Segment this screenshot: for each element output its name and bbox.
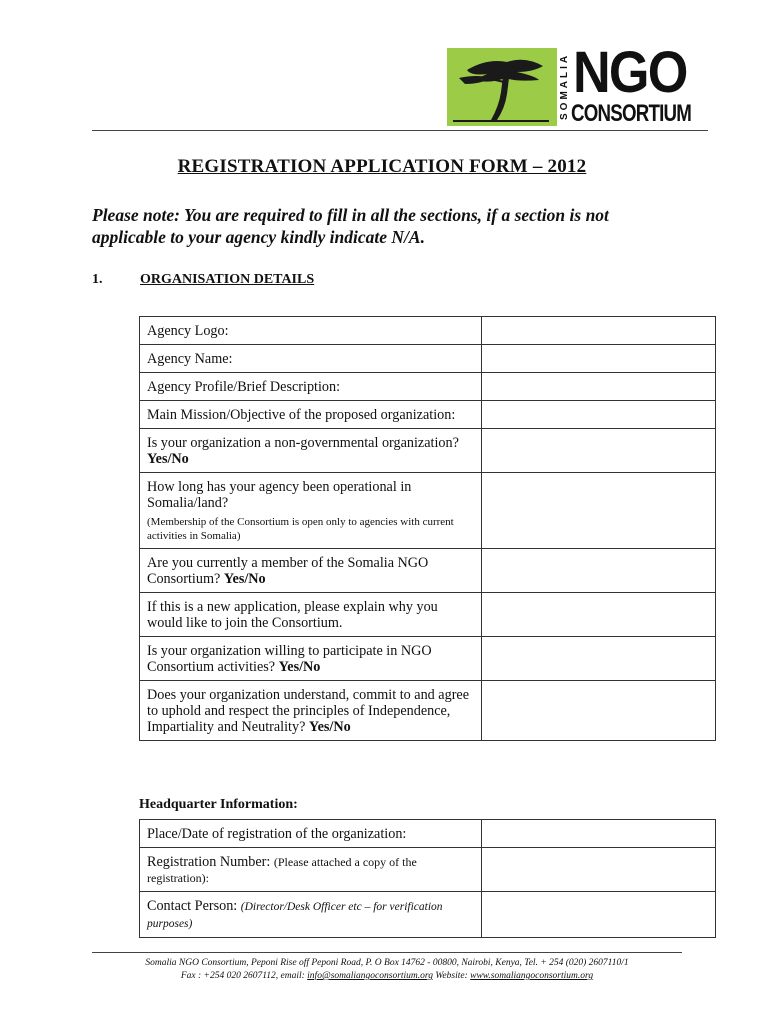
instructions-note: Please note: You are required to fill in all the sections, if a section is not applicable to your agency kindly indicate N/A. <box>92 205 609 247</box>
table-row <box>140 429 716 473</box>
footer-website-link[interactable]: www.somaliangoconsortium.org <box>470 971 594 981</box>
answer-cell-current-member[interactable] <box>482 549 716 593</box>
field-label-ngo-status: Is your organization a non-governmental organization? Yes/No <box>140 429 482 473</box>
field-label-agency-name: Agency Name: <box>140 345 482 373</box>
answer-cell-agency-profile[interactable] <box>482 373 716 401</box>
field-label-registration-number: Registration Number: (Please attached a copy of the registration): <box>140 848 482 892</box>
logo-ngo-text: NGO <box>573 40 687 105</box>
footer-divider <box>92 952 682 953</box>
field-label-principles: Does your organization understand, commit to and agree to uphold and respect the principles of Independence, Impartiality and Neutrality? Yes/No <box>140 681 482 741</box>
answer-cell-principles[interactable] <box>482 681 716 741</box>
field-label-current-member: Are you currently a member of the Somalia NGO Consortium? Yes/No <box>140 549 482 593</box>
field-label-contact-person: Contact Person: (Director/Desk Officer etc – for verification purposes) <box>140 892 482 938</box>
answer-cell-participation[interactable] <box>482 637 716 681</box>
field-label-participation: Is your organization willing to participate in NGO Consortium activities? Yes/No <box>140 637 482 681</box>
section-number: 1. <box>92 272 103 287</box>
table-row <box>140 681 716 741</box>
acacia-tree-icon <box>447 48 557 126</box>
table-row <box>140 317 716 345</box>
table-row <box>140 637 716 681</box>
logo-somalia-text: SOMALIA <box>559 52 570 120</box>
page-title: REGISTRATION APPLICATION FORM – 2012 <box>177 156 587 177</box>
answer-cell-operational-duration[interactable] <box>482 473 716 549</box>
field-label-main-mission: Main Mission/Objective of the proposed organization: <box>140 401 482 429</box>
answer-cell-registration-place-date[interactable] <box>482 820 716 848</box>
logo-consortium-text: CONSORTIUM <box>571 100 692 127</box>
answer-cell-agency-logo[interactable] <box>482 317 716 345</box>
field-label-agency-profile: Agency Profile/Brief Description: <box>140 373 482 401</box>
header-divider <box>92 130 708 131</box>
answer-cell-registration-number[interactable] <box>482 848 716 892</box>
headquarter-table <box>139 819 716 938</box>
field-label-join-reason: If this is a new application, please explain why you would like to join the Consortium. <box>140 593 482 637</box>
answer-cell-main-mission[interactable] <box>482 401 716 429</box>
footer <box>92 957 682 983</box>
organisation-details-table <box>139 316 716 741</box>
logo-tree-box <box>447 48 557 126</box>
table-row <box>140 401 716 429</box>
table-row <box>140 473 716 549</box>
table-row <box>140 373 716 401</box>
table-row <box>140 345 716 373</box>
section-title: ORGANISATION DETAILS <box>140 272 315 287</box>
field-label-registration-place-date: Place/Date of registration of the organization: <box>140 820 482 848</box>
table-row <box>140 820 716 848</box>
table-row <box>140 848 716 892</box>
table-row <box>140 593 716 637</box>
footer-address: Somalia NGO Consortium, Peponi Rise off Peponi Road, P. O Box 14762 - 00800, Nairobi, Kenya, Tel. + 254 (020) 2607110/1 <box>145 958 629 968</box>
consortium-logo <box>447 40 695 130</box>
membership-note: (Membership of the Consortium is open only to agencies with current activities in Somalia) <box>147 516 454 542</box>
headquarter-section-title: Headquarter Information: <box>139 797 298 812</box>
footer-contacts: Fax : +254 020 2607112, email: info@somaliangoconsortium.org Website: www.somaliangoconsortium.org <box>180 971 594 981</box>
answer-cell-ngo-status[interactable] <box>482 429 716 473</box>
table-row <box>140 549 716 593</box>
field-label-agency-logo: Agency Logo: <box>140 317 482 345</box>
answer-cell-agency-name[interactable] <box>482 345 716 373</box>
answer-cell-join-reason[interactable] <box>482 593 716 637</box>
footer-email-link[interactable]: info@somaliangoconsortium.org <box>307 971 433 981</box>
table-row <box>140 892 716 938</box>
field-label-operational-duration: How long has your agency been operational in Somalia/land? (Membership of the Consortium is open only to agencies with current activities in Somalia) <box>140 473 482 549</box>
answer-cell-contact-person[interactable] <box>482 892 716 938</box>
